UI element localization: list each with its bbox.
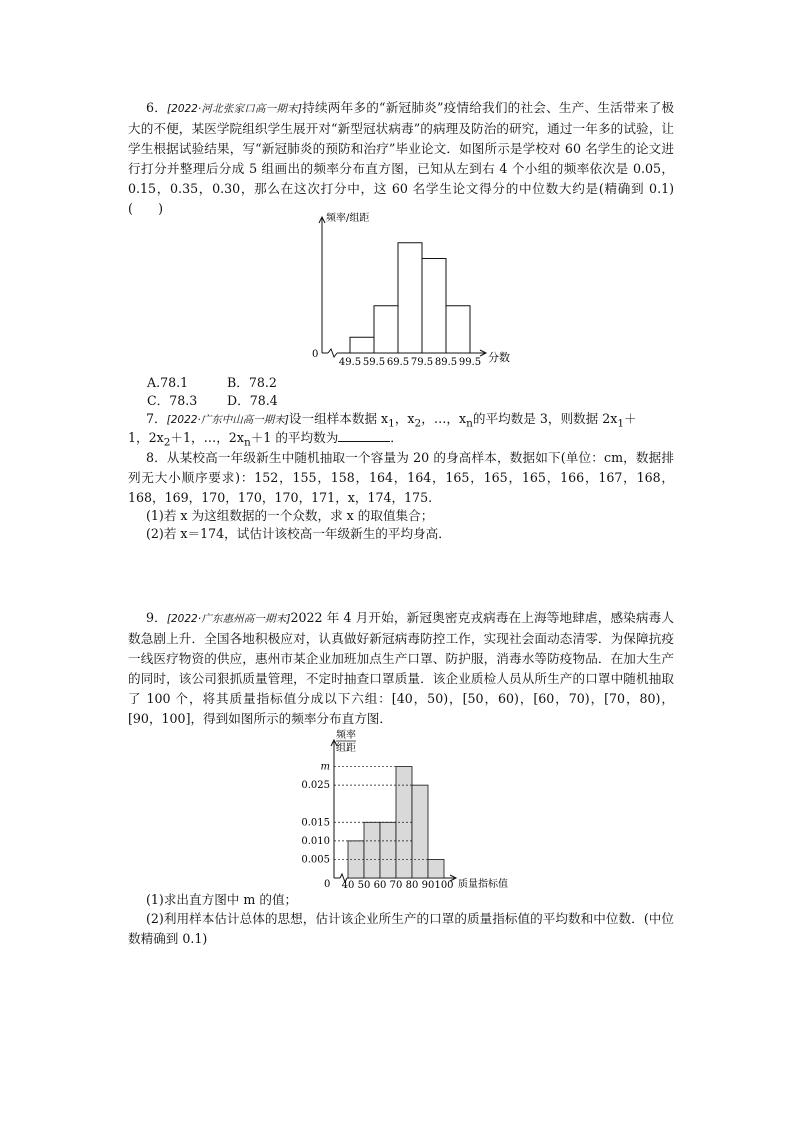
q7-text: ＋1 的平均数为 xyxy=(250,430,339,445)
subscript: n xyxy=(466,417,473,430)
q9-number: 9． xyxy=(146,610,167,625)
y-tick-label: m xyxy=(320,761,330,773)
x-tick-label: 40 xyxy=(341,880,355,890)
q6-text: 持续两年多的“新冠肺炎”疫情给我们的社会、生产、生活带来了极大的不便，某医学院组织学生展开对“新型冠状病毒”的病理及防治的研究，通过一年多的试验，让学生根据试验结果，写“新冠肺炎的预防和治疗”毕业论文．如图所示是学校对 60 名学生的论文进行打分并整理后分成 5 组画出的频率分布直方图，已知从左到右 4 个小组的频率依次是 0.05，0.15，0.35，0.30，那么在这次打分中，这 60 名学生论文得分的中位数大约是(精确到 0.1)( ) xyxy=(128,100,674,216)
y-tick-label: 0.015 xyxy=(301,817,330,829)
x-tick-label: 60 xyxy=(373,880,387,890)
q9-subquestion-2: (2)利用样本估计总体的思想，估计该企业所生产的口罩的质量指标值的平均数和中位数．(中位数精确到 0.1) xyxy=(128,911,674,946)
q9-text: 2022 年 4 月开始，新冠奥密克戎病毒在上海等地肆虐，感染病毒人数急剧上升．全国各地积极应对，认真做好新冠病毒防控工作，实现社会面动态清零．为保障抗疫一线医疗物资的供应，惠州市某企业加班加点生产口罩、防护服，消毒水等防疫物品．在加大生产的同时，该公司狠抓质量管理，不定时抽查口罩质量．该企业质检人员从所生产的口罩中随机抽取了 100 个，将其质量指标值分成以下六组：[40，50)，[50，60)，[60，70)，[70，80)，[90，100]，得到如图所示的频率分布直方图． xyxy=(128,610,674,726)
x-tick-label: 69.5 xyxy=(386,357,410,368)
x-tick-label: 100 xyxy=(434,880,454,890)
histogram-bar xyxy=(422,259,446,354)
x-tick-label: 70 xyxy=(389,880,403,890)
x-axis-label: 分数 xyxy=(488,351,510,364)
q6-source: [2022·河北张家口高一期末] xyxy=(167,103,302,115)
subscript: 1 xyxy=(388,417,395,430)
histogram-bar xyxy=(374,306,398,353)
subscript: 2 xyxy=(163,436,171,449)
histogram-bar xyxy=(364,822,380,878)
q9-subquestion-1: (1)求出直方图中 m 的值； xyxy=(146,892,298,907)
option-a[interactable]: A.78.1 xyxy=(147,375,189,390)
x-axis-break xyxy=(328,349,337,357)
histogram-bar xyxy=(350,337,374,353)
y-tick-label: 0.025 xyxy=(301,780,330,792)
y-axis-label: 频率/组距 xyxy=(326,213,370,224)
x-tick-label: 90 xyxy=(421,880,435,890)
q8-text: 8．从某校高一年级新生中随机抽取一个容量为 20 的身高样本，数据如下(单位：cm，数据排列无大小顺序要求)：152，155，158，164，164，165，165，165，166，167，168，168，169，170，170，170，171，x，174，175. xyxy=(128,450,674,505)
x-tick-label: 99.5 xyxy=(458,357,482,368)
y-tick-label: 0.005 xyxy=(301,854,330,866)
option-c[interactable]: C．78.3 xyxy=(147,393,198,408)
histogram-chart-1 xyxy=(300,205,530,375)
subscript: 1 xyxy=(617,417,625,430)
histogram-bar xyxy=(398,243,422,353)
option-b[interactable]: B．78.2 xyxy=(227,375,277,390)
y-axis-label-bottom: 组距 xyxy=(336,743,356,754)
q6-options-row-1 xyxy=(147,373,277,393)
origin-label: 0 xyxy=(312,349,319,360)
x-axis-label: 质量指标值 xyxy=(458,879,508,890)
x-tick-label: 89.5 xyxy=(434,357,458,368)
q7-text: 1，2x xyxy=(128,430,164,445)
q7-text: ． xyxy=(390,430,403,445)
q7-text: 设一组样本数据 x xyxy=(288,411,389,426)
q6-options-row-2 xyxy=(147,391,278,411)
histogram-bar xyxy=(446,306,470,353)
histogram-bar xyxy=(380,822,396,878)
question-8 xyxy=(128,448,674,508)
q7-text: ，x xyxy=(394,411,415,426)
histogram-chart-2 xyxy=(296,728,536,890)
q8-subquestion-1: (1)若 x 为这组数据的一个众数，求 x 的取值集合； xyxy=(146,508,434,523)
q7-number: 7． xyxy=(146,411,167,426)
q6-number: 6． xyxy=(146,100,168,115)
answer-blank[interactable] xyxy=(338,428,390,442)
q7-text: ，…，x xyxy=(421,411,467,426)
origin-label: 0 xyxy=(324,879,331,890)
q7-text: ＋1，…，2x xyxy=(170,430,244,445)
q9-source: [2022·广东惠州高一期末] xyxy=(166,613,291,625)
y-axis-label-top: 频率 xyxy=(336,730,356,741)
x-tick-label: 49.5 xyxy=(338,357,362,368)
histogram-bar xyxy=(412,785,428,878)
q7-text: 的平均数是 3，则数据 2x xyxy=(472,411,618,426)
histogram-bar xyxy=(428,859,444,878)
q8-subquestion-2: (2)若 x＝174，试估计该校高一年级新生的平均身高． xyxy=(146,526,451,541)
subscript: 2 xyxy=(414,417,422,430)
x-tick-label: 59.5 xyxy=(362,357,386,368)
question-9 xyxy=(128,608,674,729)
q7-source: [2022·广东中山高一期末] xyxy=(166,414,289,426)
y-tick-label: 0.010 xyxy=(301,835,330,847)
option-d[interactable]: D．78.4 xyxy=(227,393,278,408)
q7-text: ＋ xyxy=(624,411,637,426)
x-tick-label: 80 xyxy=(405,880,419,890)
x-tick-label: 79.5 xyxy=(410,357,434,368)
question-6 xyxy=(128,98,674,219)
subscript: n xyxy=(243,436,251,449)
x-tick-label: 50 xyxy=(357,880,371,890)
